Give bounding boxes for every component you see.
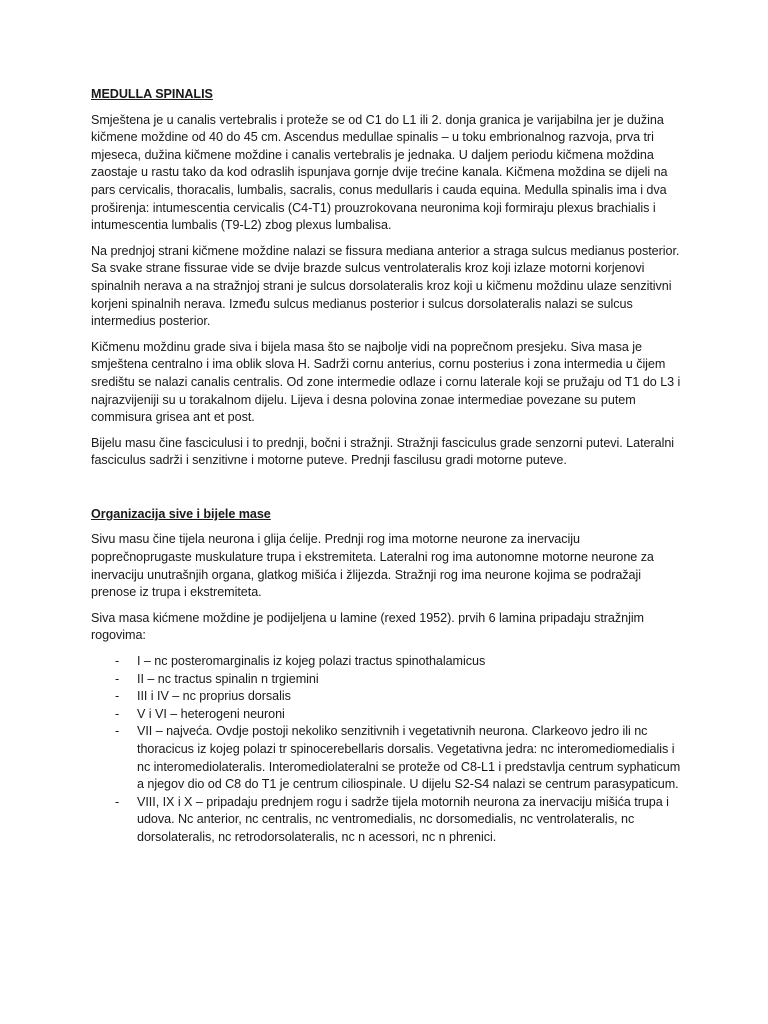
list-dash: - xyxy=(115,671,120,686)
list-item xyxy=(91,723,681,793)
section-heading-medulla-spinalis: MEDULLA SPINALIS xyxy=(91,87,213,101)
list-item xyxy=(91,653,681,671)
section-heading-organizacija: Organizacija sive i bijele mase xyxy=(91,506,271,521)
list-dash: - xyxy=(115,689,120,704)
paragraph-fissura: Na prednjoj strani kičmene moždine nalazi se fissura mediana anterior a straga sulcus medianus posterior. Sa svake strane fissurae vide se dvije brazde sulcus ventrolateralis kroz koji izlaze motorni korjenovi spinalnih nerava a na stražnjoj strani je sulcus dorsolateralis kroz koji u kičmenu moždinu ulaze senzitivni korjeni spinalnih nerava. Između sulcus medianus posterior i sulcus dorsolateralis nalazi se sulcus intermedius posterior. xyxy=(91,243,680,329)
list-item-text: VII – najveća. Ovdje postoji nekoliko senzitivnih i vegetativnih neurona. Clarkeovo jedro ili nc thoracicus iz kojeg polazi tr spinocerebellaris dorsalis. Vegetativna jedra: nc interomediomedialis i nc interomediolateralis. Interomediolateralni se proteže od C8-L1 i predstavlja centrum syphaticum a njegov dio od C8 do T1 je centrum ciliospinale. U dijelu S2-S4 nalazi se centrum parasypaticum. xyxy=(137,724,681,792)
paragraph-lamine: Siva masa kićmene moždine je podijeljena u lamine (rexed 1952). prvih 6 lamina pripadaju stražnjim rogovima: xyxy=(91,610,645,643)
list-item-text: V i VI – heterogeni neuroni xyxy=(137,706,285,721)
list-item-text: VIII, IX i X – pripadaju prednjem rogu i sadrže tijela motornih neurona za inervaciju mišića trupa i udova. Nc anterior, nc centralis, nc ventromedialis, nc dorsomedialis, nc ventrolateralis, nc dorsolateralis, nc retrodorsolateralis, nc n acessori, nc n phrenici. xyxy=(137,794,669,844)
list-dash: - xyxy=(115,654,120,669)
lamina-list xyxy=(91,653,681,847)
paragraph-bijela-masa: Bijelu masu čine fasciculusi i to prednji, bočni i stražnji. Stražnji fasciculus grade senzorni putevi. Lateralni fasciculus sadrži i senzitivne i motorne puteve. Prednji fascilusu gradi motorne puteve. xyxy=(91,435,675,468)
list-item-text: I – nc posteromarginalis iz kojeg polazi tractus spinothalamicus xyxy=(137,654,486,669)
document-page xyxy=(91,86,681,847)
list-dash: - xyxy=(115,724,120,739)
list-item-text: II – nc tractus spinalin n trgiemini xyxy=(137,671,319,686)
list-dash: - xyxy=(115,794,120,809)
list-item xyxy=(91,706,681,724)
list-item xyxy=(91,671,681,689)
list-dash: - xyxy=(115,706,120,721)
paragraph-siva-masa: Sivu masu čine tijela neurona i glija ćelije. Prednji rog ima motorne neurone za inervaciju poprečnoprugaste muskulature trupa i ekstremiteta. Lateralni rog ima autonomne motorne neurone za inervaciju unutrašnjih organa, glatkog mišića i žlijezda. Stražnji rog ima neurone kojima se podražaji prenose iz trupa i ekstremiteta. xyxy=(91,532,654,600)
list-item xyxy=(91,688,681,706)
paragraph-intro: Smještena je u canalis vertebralis i proteže se od C1 do L1 ili 2. donja granica je varijabilna jer je dužina kičmene moždine od 40 do 45 cm. Ascendus medullae spinalis – u toku embrionalnog razvoja, prva tri mjeseca, dužina kičmene moždine i canalis vertebralis je jednaka. U daljem periodu kičmena moždina zaostaje u rastu tako da kod odraslih ispunjava gornje dvije trećine kanala. Kičmena moždina se dijeli na pars cervicalis, thoracalis, lumbalis, sacralis, conus medullaris i cauda equina. Medulla spinalis ima i dva proširenja: intumescentia cervicalis (C4-T1) prouzrokovana neuronima koji formiraju plexus brachialis i intumescentia lumbalis (T9-L2) zbog plexus lumbalisa. xyxy=(91,112,668,233)
list-item-text: III i IV – nc proprius dorsalis xyxy=(137,689,291,704)
list-item xyxy=(91,794,681,847)
paragraph-siva-bijela-masa: Kičmenu moždinu grade siva i bijela masa što se najbolje vidi na poprečnom presjeku. Siva masa je smještena centralno i ima oblik slova H. Sadrži cornu anterius, cornu posterius i zona intermedia u čijem središtu se nalazi canalis centralis. Od zone intermedie odlaze i cornu laterale koji se pružaju od T1 do L3 i najrazvijeniji su u torakalnom dijelu. Lijeva i desna polovina zonae intermediae povezane su putem commisura grisea ant et post. xyxy=(91,339,681,425)
